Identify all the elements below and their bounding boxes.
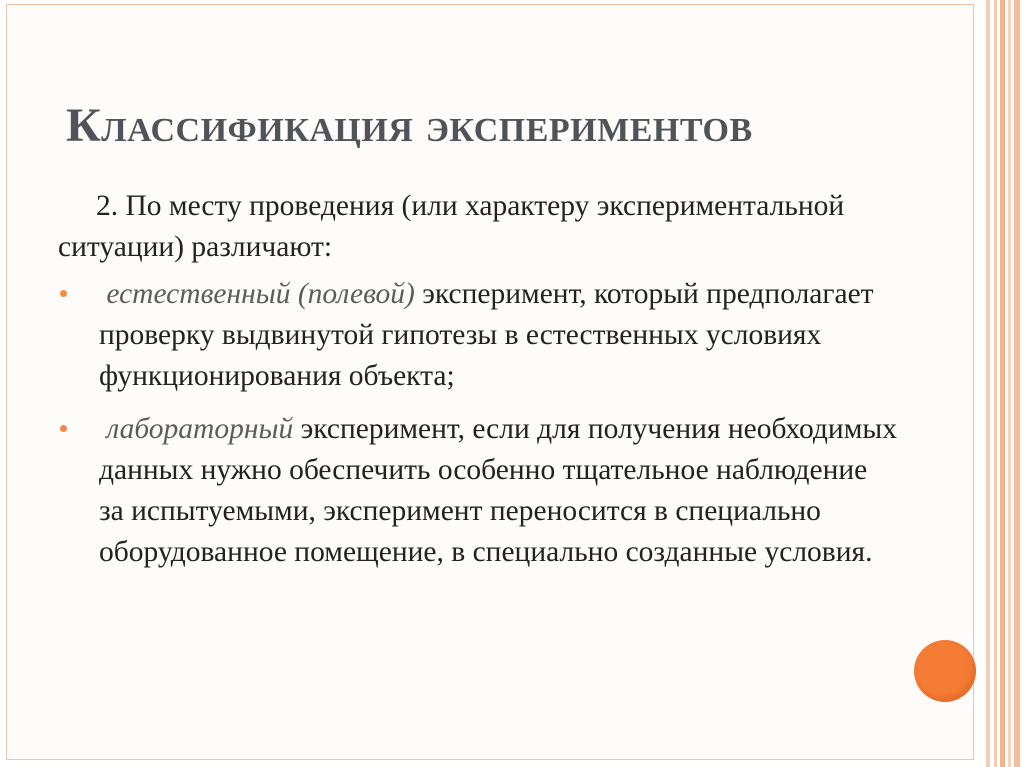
bullet-dot-icon (60, 425, 67, 432)
bullet-term: естественный (полевой) (106, 278, 415, 310)
decorative-stripe (1000, 0, 1005, 767)
decorative-stripe (994, 0, 997, 767)
bullet-term: лабораторный (106, 413, 294, 445)
slide-title: Классификация экспериментов (66, 99, 753, 152)
slide-body (58, 186, 898, 585)
decorative-stripe (986, 0, 990, 767)
decorative-circle-icon (914, 640, 976, 702)
decorative-stripe (1014, 0, 1020, 767)
bullet-item-laboratory (58, 409, 898, 573)
decorative-stripe (1008, 0, 1011, 767)
bullet-text: эксперимент, если для получения необходимых данных нужно обеспечить особенно тщательное наблюдение за испытуемыми, эксперимент переносится в специально оборудованное помещение, в специально созданные условия. (99, 413, 897, 568)
bullet-list (58, 274, 898, 573)
bullet-dot-icon (60, 290, 67, 297)
bullet-item-natural (58, 274, 898, 397)
intro-paragraph: 2. По месту проведения (или характеру экспериментальной ситуации) различают: (58, 190, 845, 263)
bullet-text: эксперимент, который предполагает проверку выдвинутой гипотезы в естественных условиях функционирования объекта; (99, 278, 874, 392)
